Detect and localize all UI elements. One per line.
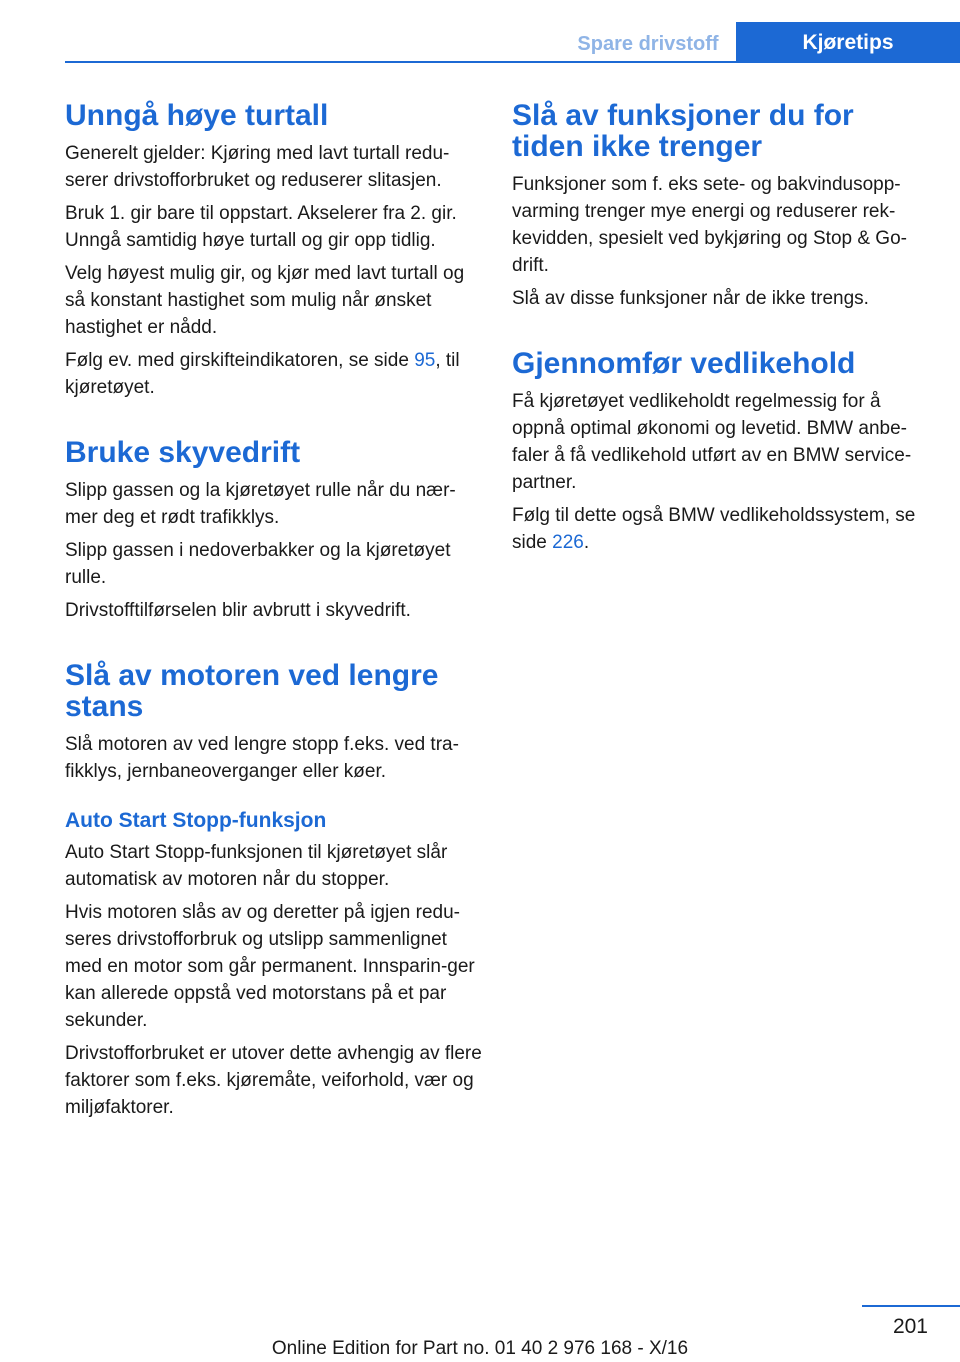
edition-footer: Online Edition for Part no. 01 40 2 976 168 - X/16: [271, 1338, 689, 1359]
section-heading: Unngå høye turtall: [65, 99, 329, 132]
paragraph-with-link: [65, 347, 483, 401]
paragraph: Funksjoner som f. eks sete- og bakvindusopp‐varming trenger mye energi og reduserer rek‐kevidden, spesielt ved bykjøring og Stop & Go-drift.: [512, 174, 907, 276]
text: , til kjøretøyet.: [65, 350, 460, 398]
paragraph: Drivstofforbruket er utover dette avhengig av flere faktorer som f.eks. kjøremåte, veiforhold, vær og miljøfaktorer.: [65, 1043, 482, 1118]
paragraph: Hvis motoren slås av og deretter på igjen redu‐seres drivstofforbruk og utslipp sammenlignet med en motor som går permanent. Innsparin‐ger kan allerede oppstå ved motorstans på et par sekunder.: [65, 902, 475, 1031]
paragraph: Bruk 1. gir bare til oppstart. Akselerer fra 2. gir. Unngå samtidig høye turtall og gir opp tidlig.: [65, 203, 457, 251]
text: .: [583, 532, 590, 553]
text: Følg ev. med girskifteindikatoren, se side: [65, 350, 415, 371]
paragraph-with-link: [512, 502, 928, 556]
paragraph: Velg høyest mulig gir, og kjør med lavt turtall og så konstant hastighet som mulig når ønsket hastighet er nådd.: [65, 263, 465, 338]
section-disable-functions: [512, 100, 928, 312]
text: Følg til dette også BMW vedlikeholdssystem, se side: [512, 505, 916, 553]
right-column: [512, 100, 928, 562]
paragraph: Slå motoren av ved lengre stopp f.eks. ved tra‐fikklys, jernbaneoverganger eller køer.: [65, 734, 459, 782]
section-tab: Spare drivstoff: [577, 33, 719, 55]
section-maintenance: [512, 348, 928, 556]
section-engine-off: [65, 660, 483, 1121]
paragraph: Generelt gjelder: Kjøring med lavt turtall redu‐serer drivstofforbruket og reduserer slitasjen.: [65, 143, 450, 191]
paragraph: Slipp gassen i nedoverbakker og la kjøretøyet rulle.: [65, 540, 451, 588]
section-coasting: [65, 437, 483, 624]
paragraph: Slipp gassen og la kjøretøyet rulle når du nær‐mer deg et rødt trafikklys.: [65, 480, 456, 528]
section-heading: Slå av motoren ved lengre stans: [65, 659, 439, 723]
paragraph: Drivstofftilførselen blir avbrutt i skyvedrift.: [65, 600, 411, 621]
paragraph: Få kjøretøyet vedlikeholdt regelmessig for å oppnå optimal økonomi og levetid. BMW anbe‐faler å få vedlikehold utført av en BMW service-partner.: [512, 391, 912, 493]
footer-rule: [862, 1305, 960, 1307]
section-avoid-high-rpm: [65, 100, 483, 401]
section-heading: Gjennomfør vedlikehold: [512, 347, 856, 380]
paragraph: Slå av disse funksjoner når de ikke trengs.: [512, 288, 869, 309]
paragraph: Auto Start Stopp-funksjonen til kjøretøyet slår automatisk av motoren når du stopper.: [65, 842, 448, 890]
chapter-tab: Kjøretips: [736, 22, 960, 63]
page-link-226[interactable]: 226: [552, 532, 584, 553]
page-number: 201: [892, 1315, 928, 1338]
left-column: [65, 100, 483, 1127]
subsection-heading: Auto Start Stopp-funksjon: [65, 809, 327, 832]
section-heading: Slå av funksjoner du for tiden ikke trenger: [512, 99, 854, 163]
section-heading: Bruke skyvedrift: [65, 436, 301, 469]
page-link-95[interactable]: 95: [414, 350, 436, 371]
